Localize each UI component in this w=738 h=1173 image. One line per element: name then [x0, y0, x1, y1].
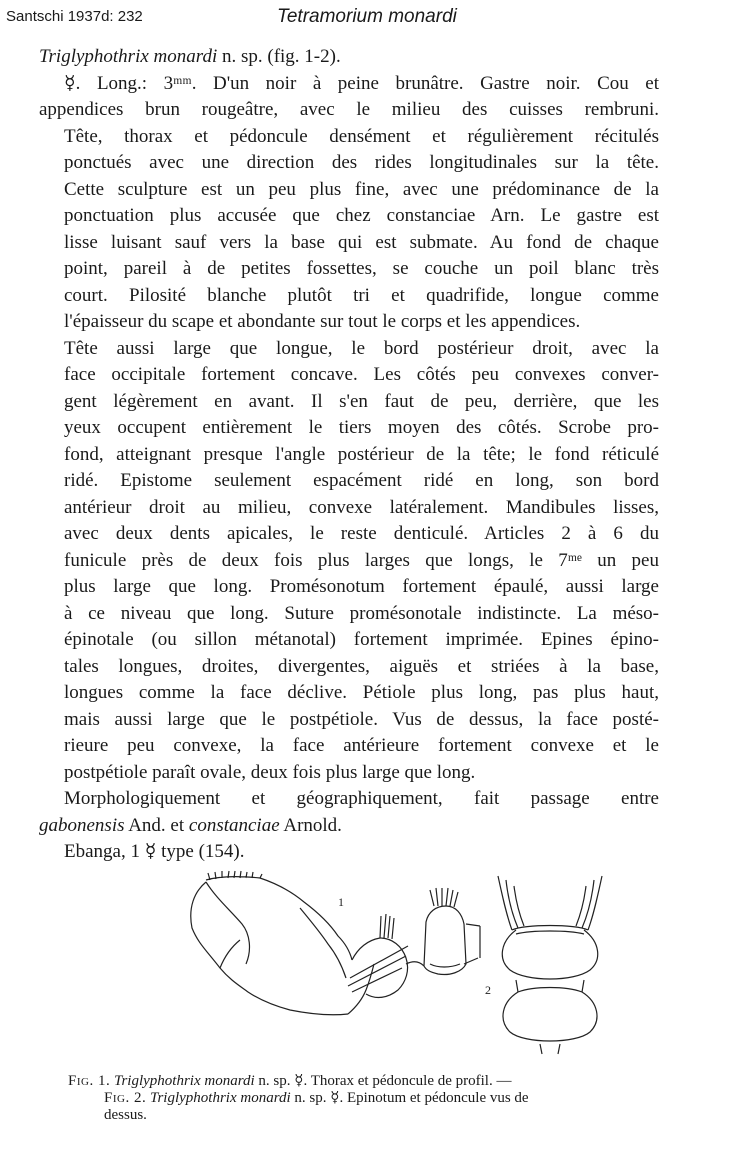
- figure-1-profile-drawing: [191, 871, 480, 1015]
- species-name: Triglyphothrix monardi: [39, 46, 218, 67]
- running-title: Tetramorium monardi: [277, 6, 457, 27]
- figure-2-dorsal-drawing: [498, 876, 602, 1054]
- caption-fig1-label: Fig. 1.: [68, 1073, 111, 1089]
- text-line: funicule près de deux fois plus larges que longs, le 7ᵐᵉ un peu: [64, 549, 659, 571]
- text-line: court. Pilosité blanche plutôt tri et quadrifide, longue comme: [64, 284, 659, 306]
- caption-fig2-text: n. sp. ☿. Epinotum et pédoncule vus de: [290, 1090, 529, 1106]
- text-line: point, pareil à de petites fossettes, se couche un poil blanc très: [64, 258, 659, 279]
- specimen-figure: [180, 868, 610, 1058]
- text-line: face occipitale fortement concave. Les côtés peu convexes conver-: [64, 364, 659, 385]
- caption-line-fig1: [68, 1073, 693, 1090]
- text-line: épinotale (ou sillon métanotal) fortement imprimée. Epines épino-: [64, 629, 659, 650]
- text-line: fond, atteignant presque l'angle postérieur de la tête; le fond réticulé: [64, 443, 659, 465]
- text-fragment: Arnold.: [279, 814, 342, 836]
- species-heading-rest: n. sp. (fig. 1-2).: [217, 46, 341, 67]
- text-line: tales longues, droites, divergentes, aiguës et striées à la base,: [64, 655, 659, 677]
- article-body: [39, 44, 659, 866]
- text-line: postpétiole paraît ovale, deux fois plus large que long.: [64, 761, 476, 783]
- text-line: antérieur droit au milieu, convexe latéralement. Mandibules lisses,: [64, 496, 659, 518]
- caption-fig2-species: Triglyphothrix monardi: [149, 1090, 291, 1106]
- text-line: avec deux dents apicales, le reste denticulé. Articles 2 à 6 du: [64, 523, 659, 544]
- taxon-constanciae: constanciae: [188, 814, 280, 836]
- text-line: mais aussi large que le postpétiole. Vus de dessus, la face posté-: [64, 708, 659, 730]
- paragraph-description: [39, 71, 659, 336]
- taxon-gabonensis: gabonensis: [39, 814, 125, 836]
- text-line: ponctuation plus accusée que chez constanciae Arn. Le gastre est: [64, 205, 659, 226]
- caption-line-end: dessus.: [104, 1107, 147, 1123]
- text-line: plus large que long. Promésonotum fortement épaulé, aussi large: [64, 576, 659, 597]
- species-heading: [39, 44, 659, 71]
- text-line: rieure peu convexe, la face antérieure fortement convexe et le: [64, 735, 659, 756]
- caption-fig2-label: Fig. 2.: [104, 1090, 147, 1106]
- figure-label-2: 2: [485, 983, 491, 997]
- text-line: longues comme la face déclive. Pétiole plus long, pas plus haut,: [64, 682, 659, 703]
- text-line: ridé. Epistome seulement espacément ridé en long, son bord: [64, 470, 659, 491]
- text-line: Tête aussi large que longue, le bord postérieur droit, avec la: [64, 337, 659, 359]
- text-line: gent légèrement en avant. Il s'en faut de peu, derrière, que les: [64, 390, 659, 412]
- paragraph-head-description: [39, 336, 659, 787]
- text-line: ☿. Long.: 3ᵐᵐ. D'un noir à peine brunâtre. Gastre noir. Cou et: [64, 72, 659, 94]
- text-line: à ce niveau que long. Suture promésonotale indistincte. La méso-: [64, 602, 659, 624]
- caption-line-fig2: [68, 1090, 693, 1107]
- paragraph-remarks: [39, 786, 659, 839]
- figure-label-1: 1: [338, 895, 344, 909]
- text-line: Tête, thorax et pédoncule densément et régulièrement récitulés: [64, 125, 659, 147]
- text-line: appendices brun rougeâtre, avec le milieu des cuisses rembruni.: [39, 99, 659, 120]
- text-line: ponctués avec une direction des rides longitudinales sur la tête.: [64, 152, 659, 173]
- paragraph-type-locality: Ebanga, 1 ☿ type (154).: [64, 841, 245, 862]
- figure-caption: [68, 1073, 693, 1124]
- caption-fig1-text: n. sp. ☿. Thorax et pédoncule de profil. —: [254, 1073, 512, 1089]
- text-line: [39, 813, 659, 840]
- text-line: l'épaisseur du scape et abondante sur tout le corps et les appendices.: [64, 311, 581, 332]
- text-line: yeux occupent entièrement le tiers moyen des côtés. Scrobe pro-: [64, 417, 659, 438]
- page-citation: Santschi 1937d: 232: [6, 8, 143, 25]
- caption-fig1-species: Triglyphothrix monardi: [113, 1073, 255, 1089]
- text-line: lisse luisant sauf vers la base qui est submate. Au fond de chaque: [64, 231, 659, 253]
- text-line: Cette sculpture est un peu plus fine, avec une prédominance de la: [64, 178, 659, 200]
- text-line: Morphologiquement et géographiquement, fait passage entre: [64, 788, 659, 809]
- text-fragment: And. et: [124, 814, 189, 836]
